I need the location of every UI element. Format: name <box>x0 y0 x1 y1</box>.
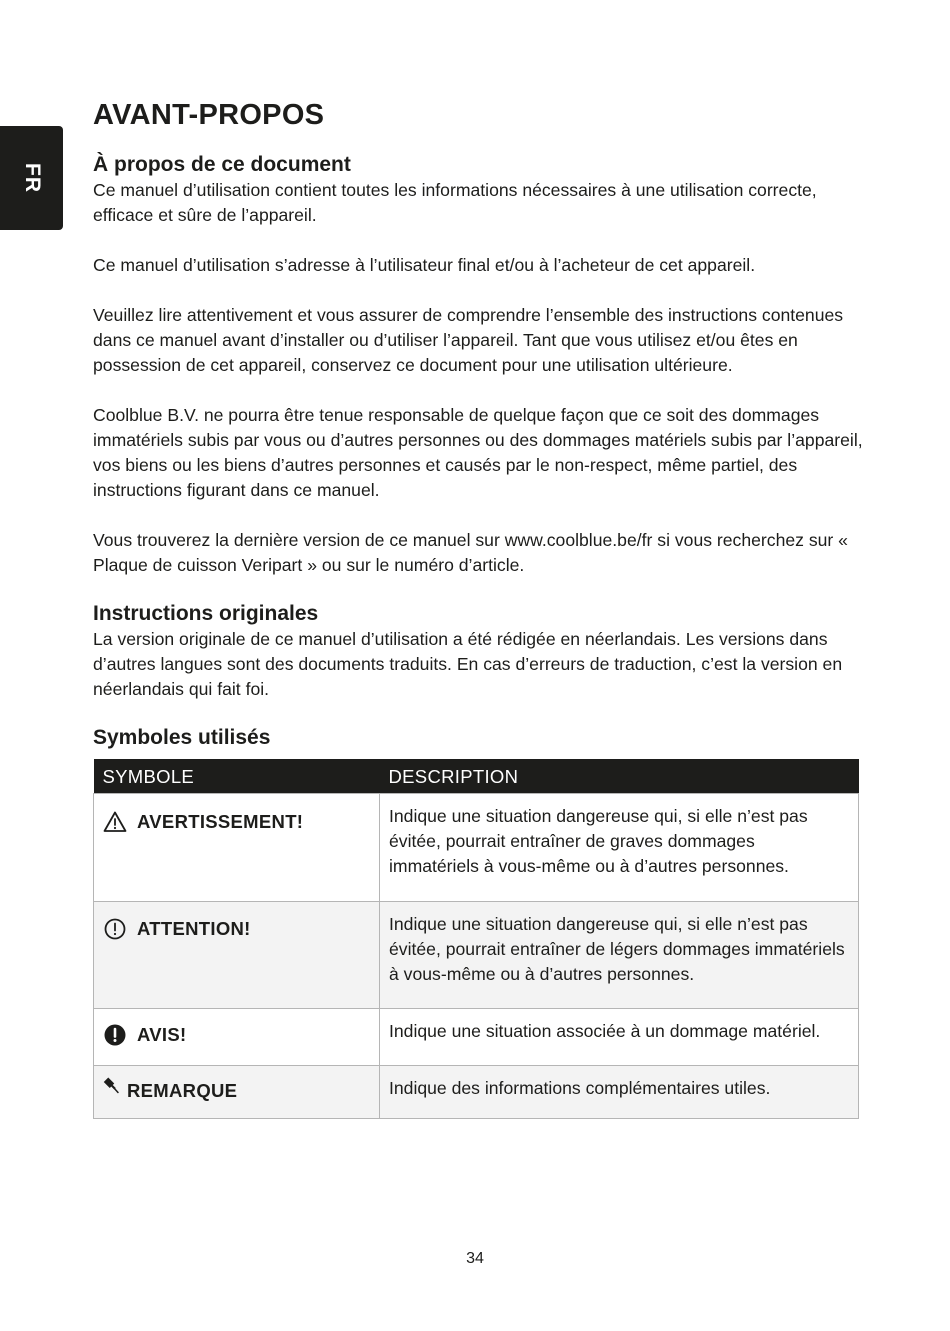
symbol-label: ATTENTION! <box>137 918 251 939</box>
description-cell: Indique une situation associée à un dommage matériel. <box>380 1009 859 1066</box>
paragraph: Ce manuel d’utilisation s’adresse à l’utilisateur final et/ou à l’acheteur de cet appareil. <box>93 255 756 275</box>
paragraph: Ce manuel d’utilisation contient toutes les informations nécessaires à une utilisation correcte, efficace et sûre de l’appareil. <box>93 180 817 225</box>
section-symbols <box>93 725 863 1119</box>
description-cell: Indique une situation dangereuse qui, si elle n’est pas évitée, pourrait entraîner de légers dommages immatériels à vous-même ou à d’autres personnes. <box>380 902 859 1009</box>
page-content <box>93 96 863 1119</box>
symbol-cell <box>94 1009 380 1066</box>
section-original-instructions <box>93 601 863 702</box>
symbol-label: AVERTISSEMENT! <box>137 811 304 832</box>
table-row <box>94 902 859 1009</box>
table-row <box>94 1009 859 1066</box>
symbol-label: AVIS! <box>137 1024 187 1045</box>
symbols-table <box>93 759 859 1119</box>
section-heading-about: À propos de ce document <box>93 153 351 176</box>
exclamation-circle-filled-icon <box>103 1023 127 1047</box>
language-tab <box>0 126 63 230</box>
table-header-description: DESCRIPTION <box>380 759 859 794</box>
symbol-cell <box>94 1066 380 1119</box>
warning-triangle-icon <box>103 810 127 834</box>
table-row <box>94 794 859 902</box>
section-heading-original: Instructions originales <box>93 602 319 625</box>
table-row <box>94 1066 859 1119</box>
language-tab-label: FR <box>20 163 44 193</box>
description-cell: Indique une situation dangereuse qui, si elle n’est pas évitée, pourrait entraîner de graves dommages immatériels à vous-même ou à d’autres personnes. <box>380 794 859 902</box>
section-about-document <box>93 152 863 578</box>
paragraph: Coolblue B.V. ne pourra être tenue responsable de quelque façon que ce soit des dommages immatériels subis par vous ou d’autres personnes ou des dommages matériels subis par l’appareil, vos biens ou les biens d’autres personnes et causés par le non-respect, même partiel, des instructions figurant dans ce manuel. <box>93 405 863 500</box>
paragraph: Veuillez lire attentivement et vous assurer de comprendre l’ensemble des instructions contenues dans ce manuel avant d’installer ou d’utiliser l’appareil. Tant que vous utilisez et/ou êtes en possession de cet appareil, conservez ce document pour une utilisation ultérieure. <box>93 305 844 375</box>
symbol-cell <box>94 902 380 1009</box>
page-number: 34 <box>466 1250 484 1267</box>
table-header-row <box>94 759 859 794</box>
symbol-label: REMARQUE <box>127 1080 238 1101</box>
section-heading-symbols: Symboles utilisés <box>93 726 271 749</box>
paragraph: Vous trouverez la dernière version de ce manuel sur www.coolblue.be/fr si vous recherchez sur « Plaque de cuisson Veripart » ou sur le numéro d’article. <box>93 530 848 575</box>
exclamation-circle-outline-icon <box>103 917 127 941</box>
pin-icon <box>103 1074 121 1096</box>
symbol-cell <box>94 794 380 902</box>
paragraph: La version originale de ce manuel d’utilisation a été rédigée en néerlandais. Les versions dans d’autres langues sont des documents traduits. En cas d’erreurs de traduction, c’est la version en néerlandais qui fait foi. <box>93 629 843 699</box>
table-header-symbol: SYMBOLE <box>94 759 380 794</box>
description-cell: Indique des informations complémentaires utiles. <box>380 1066 859 1119</box>
page-title: AVANT-PROPOS <box>93 99 325 131</box>
